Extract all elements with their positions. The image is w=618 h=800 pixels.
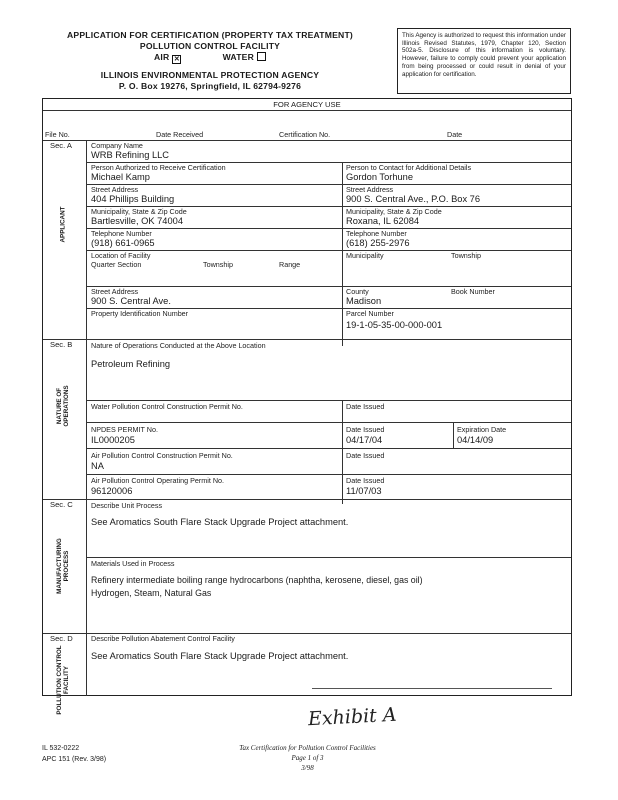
air-operating-permit-label: Air Pollution Control Operating Permit No. bbox=[91, 476, 225, 485]
pollution-facility-value[interactable]: See Aromatics South Flare Stack Upgrade Project attachment. bbox=[91, 651, 349, 661]
form-id-1: IL 532-0222 bbox=[42, 745, 80, 752]
municipality-label-right: Municipality, State & Zip Code bbox=[346, 207, 442, 216]
exhibit-a-handwriting: Exhibit A bbox=[307, 703, 398, 731]
npdes-expiration-value[interactable]: 04/14/09 bbox=[457, 435, 494, 445]
footer-page: Page 1 of 3 bbox=[291, 754, 324, 762]
facility-street-label: Street Address bbox=[91, 287, 139, 296]
sec-c-side-label: MANUFACTURING PROCESS bbox=[56, 538, 70, 594]
telephone-left[interactable]: (918) 661-0965 bbox=[91, 238, 155, 248]
municipality-label-left: Municipality, State & Zip Code bbox=[91, 207, 187, 216]
agency-use-title: FOR AGENCY USE bbox=[273, 100, 341, 109]
sec-b-side-label: NATURE OF OPERATIONS bbox=[56, 385, 70, 427]
street-address-label-right: Street Address bbox=[346, 185, 394, 194]
person-authorized-label: Person Authorized to Receive Certification bbox=[91, 163, 226, 172]
street-address-label-left: Street Address bbox=[91, 185, 139, 194]
facility-township-label: Township bbox=[451, 251, 481, 260]
company-name-value[interactable]: WRB Refining LLC bbox=[91, 150, 170, 160]
air-label: AIR bbox=[154, 52, 170, 62]
materials-line-2[interactable]: Hydrogen, Steam, Natural Gas bbox=[91, 588, 212, 598]
person-contact-label: Person to Contact for Additional Details bbox=[346, 163, 472, 172]
certification-no-label: Certification No. bbox=[279, 130, 331, 139]
water-permit-date-label: Date Issued bbox=[346, 402, 385, 411]
sec-c-label: Sec. C bbox=[50, 500, 73, 509]
air-construction-date-label: Date Issued bbox=[346, 451, 385, 460]
water-label: WATER bbox=[222, 52, 254, 62]
range-label: Range bbox=[279, 260, 301, 269]
media-checkboxes bbox=[40, 52, 380, 64]
county-value[interactable]: Madison bbox=[346, 296, 382, 306]
air-construction-permit-value[interactable]: NA bbox=[91, 461, 104, 471]
form-title: APPLICATION FOR CERTIFICATION (PROPERTY TAX TREATMENT) bbox=[67, 30, 353, 40]
agency-address: P. O. Box 19276, Springfield, IL 62794-9276 bbox=[118, 81, 302, 91]
location-label: Location of Facility bbox=[91, 251, 151, 260]
street-address-left[interactable]: 404 Phillips Building bbox=[91, 194, 175, 204]
npdes-date-label: Date Issued bbox=[346, 425, 385, 434]
sec-a-label: Sec. A bbox=[50, 141, 72, 150]
npdes-permit-label: NPDES PERMIT No. bbox=[91, 425, 158, 434]
npdes-permit-value[interactable]: IL0000205 bbox=[91, 435, 135, 445]
npdes-expiration-label: Expiration Date bbox=[457, 425, 507, 434]
county-label: County bbox=[346, 287, 369, 296]
facility-street-value[interactable]: 900 S. Central Ave. bbox=[91, 296, 171, 306]
nature-operations-value[interactable]: Petroleum Refining bbox=[91, 359, 171, 369]
air-checkbox[interactable]: ✕ bbox=[173, 56, 180, 63]
stamp-line bbox=[312, 688, 552, 689]
sec-d-label: Sec. D bbox=[50, 634, 73, 643]
agency-date-label: Date bbox=[447, 130, 463, 139]
materials-line-1[interactable]: Refinery intermediate boiling range hydrocarbons (naphtha, kerosene, diesel, gas oil) bbox=[91, 575, 423, 585]
air-operating-date-label: Date Issued bbox=[346, 476, 385, 485]
person-contact-value[interactable]: Gordon Torhune bbox=[346, 172, 414, 182]
form-id-2: APC 151 (Rev. 3/98) bbox=[42, 756, 107, 763]
privacy-notice: This Agency is authorized to request this information under Illinois Revised Statutes, 1979, Chapter 120, Section 502a-5. Disclosure of this information is voluntary. However, failure to comply could prevent your application from being processed or could result in denial of your application for certification. bbox=[397, 28, 571, 94]
form-subtitle: POLLUTION CONTROL FACILITY bbox=[139, 41, 281, 51]
parcel-number-value[interactable]: 19-1-05-35-00-000-001 bbox=[346, 320, 443, 330]
telephone-label-right: Telephone Number bbox=[346, 229, 407, 238]
npdes-date-value[interactable]: 04/17/04 bbox=[346, 435, 383, 445]
municipality-left[interactable]: Bartlesville, OK 74004 bbox=[91, 216, 183, 226]
book-number-label: Book Number bbox=[451, 287, 495, 296]
person-authorized-value[interactable]: Michael Kamp bbox=[91, 172, 150, 182]
sec-d-side-label: POLLUTION CONTROL FACILITY bbox=[56, 645, 70, 715]
file-no-label: File No. bbox=[45, 130, 70, 139]
company-name-label: Company Name bbox=[91, 141, 143, 150]
water-checkbox[interactable] bbox=[257, 52, 266, 61]
air-operating-date-value[interactable]: 11/07/03 bbox=[346, 486, 382, 496]
materials-label: Materials Used in Process bbox=[91, 559, 175, 568]
quarter-section-label: Quarter Section bbox=[91, 260, 142, 269]
nature-operations-label: Nature of Operations Conducted at the Above Location bbox=[91, 341, 266, 350]
sec-a-side-label: APPLICANT bbox=[59, 206, 67, 243]
street-address-right[interactable]: 900 S. Central Ave., P.O. Box 76 bbox=[346, 194, 481, 204]
township-label: Township bbox=[203, 260, 233, 269]
telephone-label-left: Telephone Number bbox=[91, 229, 152, 238]
property-id-label: Property Identification Number bbox=[91, 309, 189, 318]
agency-name: ILLINOIS ENVIRONMENTAL PROTECTION AGENCY bbox=[100, 70, 320, 80]
water-permit-label: Water Pollution Control Construction Permit No. bbox=[91, 402, 243, 411]
pollution-facility-label: Describe Pollution Abatement Control Facility bbox=[91, 634, 235, 643]
air-construction-permit-label: Air Pollution Control Construction Permit No. bbox=[91, 451, 233, 460]
air-operating-permit-value[interactable]: 96120006 bbox=[91, 486, 133, 496]
facility-municipality-label: Municipality bbox=[346, 251, 384, 260]
parcel-number-label: Parcel Number bbox=[346, 309, 394, 318]
sec-b-label: Sec. B bbox=[50, 340, 73, 349]
unit-process-label: Describe Unit Process bbox=[91, 501, 163, 510]
telephone-right[interactable]: (618) 255-2976 bbox=[346, 238, 410, 248]
footer-rev: 3/98 bbox=[301, 764, 314, 772]
footer-title: Tax Certification for Pollution Control Facilities bbox=[239, 744, 376, 752]
date-received-label: Date Received bbox=[156, 130, 204, 139]
unit-process-value[interactable]: See Aromatics South Flare Stack Upgrade Project attachment. bbox=[91, 517, 349, 527]
application-form bbox=[42, 98, 572, 715]
municipality-right[interactable]: Roxana, IL 62084 bbox=[346, 216, 420, 226]
